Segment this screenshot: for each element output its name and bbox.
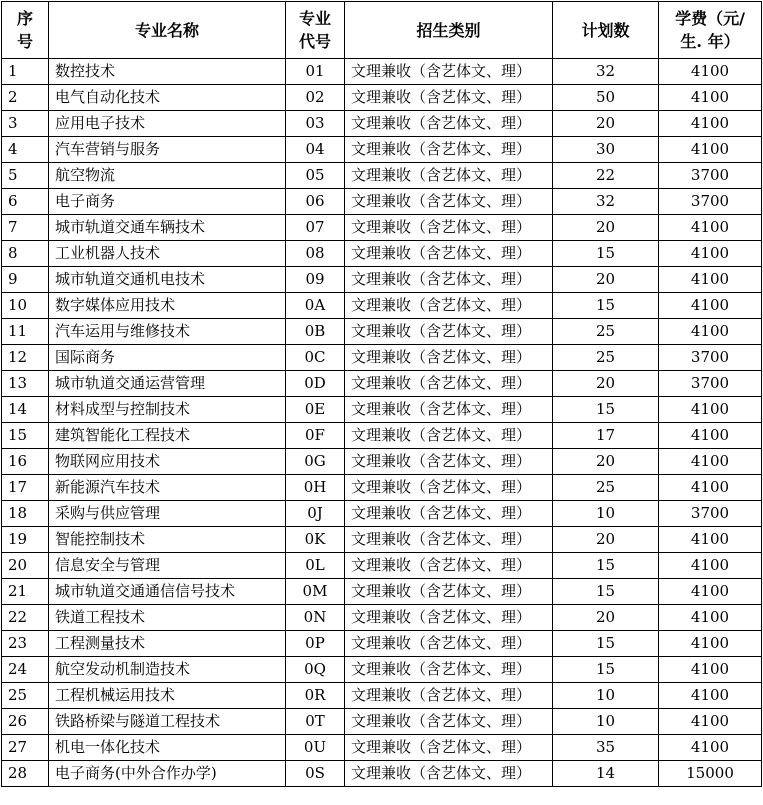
major-code: 0H: [286, 475, 345, 501]
plan-count: 10: [553, 709, 659, 735]
enrollment-category: 文理兼收（含艺体文、理）: [345, 605, 553, 631]
major-code: 0J: [286, 501, 345, 527]
plan-count: 15: [553, 631, 659, 657]
tuition-fee: 4100: [659, 241, 762, 267]
major-name: 物联网应用技术: [49, 449, 286, 475]
plan-count: 25: [553, 319, 659, 345]
tuition-fee: 3700: [659, 345, 762, 371]
table-row: [2, 189, 762, 215]
plan-count: 10: [553, 501, 659, 527]
major-code: 08: [286, 241, 345, 267]
table-row: [2, 267, 762, 293]
row-index: 14: [2, 397, 49, 423]
major-code: 0K: [286, 527, 345, 553]
tuition-fee: 4100: [659, 111, 762, 137]
major-name: 工程机械运用技术: [49, 683, 286, 709]
major-code: 0A: [286, 293, 345, 319]
table-row: [2, 449, 762, 475]
plan-count: 15: [553, 579, 659, 605]
table-row: [2, 59, 762, 85]
major-name: 城市轨道交通通信信号技术: [49, 579, 286, 605]
table-row: [2, 683, 762, 709]
plan-count: 10: [553, 683, 659, 709]
row-index: 24: [2, 657, 49, 683]
plan-count: 22: [553, 163, 659, 189]
header-row: [2, 2, 762, 59]
plan-count: 15: [553, 657, 659, 683]
major-name: 航空发动机制造技术: [49, 657, 286, 683]
table-row: [2, 761, 762, 787]
table-row: [2, 527, 762, 553]
major-code: 0U: [286, 735, 345, 761]
row-index: 21: [2, 579, 49, 605]
header-plan-count: 计划数: [553, 2, 659, 59]
row-index: 4: [2, 137, 49, 163]
enrollment-category: 文理兼收（含艺体文、理）: [345, 267, 553, 293]
table-row: [2, 553, 762, 579]
tuition-fee: 4100: [659, 579, 762, 605]
major-code: 0G: [286, 449, 345, 475]
major-code: 0M: [286, 579, 345, 605]
table-row: [2, 137, 762, 163]
major-code: 04: [286, 137, 345, 163]
major-code: 0Q: [286, 657, 345, 683]
plan-count: 20: [553, 267, 659, 293]
major-name: 数字媒体应用技术: [49, 293, 286, 319]
major-name: 电子商务(中外合作办学): [49, 761, 286, 787]
major-name: 城市轨道交通运营管理: [49, 371, 286, 397]
major-name: 汽车营销与服务: [49, 137, 286, 163]
row-index: 26: [2, 709, 49, 735]
row-index: 19: [2, 527, 49, 553]
row-index: 18: [2, 501, 49, 527]
table-row: [2, 163, 762, 189]
major-name: 信息安全与管理: [49, 553, 286, 579]
table-body: [2, 59, 762, 787]
major-name: 城市轨道交通机电技术: [49, 267, 286, 293]
major-code: 09: [286, 267, 345, 293]
major-code: 0C: [286, 345, 345, 371]
enrollment-category: 文理兼收（含艺体文、理）: [345, 293, 553, 319]
major-name: 航空物流: [49, 163, 286, 189]
header-tuition: 学费（元/生. 年）: [659, 2, 762, 59]
enrollment-category: 文理兼收（含艺体文、理）: [345, 85, 553, 111]
row-index: 8: [2, 241, 49, 267]
row-index: 20: [2, 553, 49, 579]
tuition-fee: 3700: [659, 163, 762, 189]
enrollment-category: 文理兼收（含艺体文、理）: [345, 111, 553, 137]
row-index: 25: [2, 683, 49, 709]
enrollment-category: 文理兼收（含艺体文、理）: [345, 163, 553, 189]
plan-count: 20: [553, 215, 659, 241]
major-name: 建筑智能化工程技术: [49, 423, 286, 449]
table-row: [2, 475, 762, 501]
row-index: 5: [2, 163, 49, 189]
enrollment-category: 文理兼收（含艺体文、理）: [345, 735, 553, 761]
row-index: 23: [2, 631, 49, 657]
tuition-fee: 4100: [659, 85, 762, 111]
tuition-fee: 4100: [659, 657, 762, 683]
enrollment-plan-table: [1, 1, 762, 787]
tuition-fee: 4100: [659, 553, 762, 579]
tuition-fee: 4100: [659, 735, 762, 761]
header-enrollment-category: 招生类别: [345, 2, 553, 59]
tuition-fee: 4100: [659, 293, 762, 319]
row-index: 13: [2, 371, 49, 397]
plan-count: 15: [553, 293, 659, 319]
enrollment-category: 文理兼收（含艺体文、理）: [345, 709, 553, 735]
major-name: 智能控制技术: [49, 527, 286, 553]
plan-count: 20: [553, 449, 659, 475]
plan-count: 20: [553, 111, 659, 137]
major-name: 铁路桥梁与隧道工程技术: [49, 709, 286, 735]
table-row: [2, 657, 762, 683]
table-row: [2, 319, 762, 345]
table-row: [2, 111, 762, 137]
table-row: [2, 397, 762, 423]
table-row: [2, 371, 762, 397]
major-name: 采购与供应管理: [49, 501, 286, 527]
enrollment-category: 文理兼收（含艺体文、理）: [345, 189, 553, 215]
header-major-code: 专业代号: [286, 2, 345, 59]
table-row: [2, 293, 762, 319]
row-index: 10: [2, 293, 49, 319]
major-code: 0D: [286, 371, 345, 397]
row-index: 2: [2, 85, 49, 111]
plan-count: 15: [553, 397, 659, 423]
plan-count: 50: [553, 85, 659, 111]
tuition-fee: 3700: [659, 189, 762, 215]
major-code: 07: [286, 215, 345, 241]
table-row: [2, 241, 762, 267]
row-index: 16: [2, 449, 49, 475]
enrollment-category: 文理兼收（含艺体文、理）: [345, 761, 553, 787]
enrollment-category: 文理兼收（含艺体文、理）: [345, 501, 553, 527]
major-code: 0S: [286, 761, 345, 787]
row-index: 15: [2, 423, 49, 449]
table-row: [2, 501, 762, 527]
tuition-fee: 4100: [659, 137, 762, 163]
major-code: 05: [286, 163, 345, 189]
row-index: 1: [2, 59, 49, 85]
major-name: 工业机器人技术: [49, 241, 286, 267]
row-index: 17: [2, 475, 49, 501]
major-code: 0R: [286, 683, 345, 709]
major-name: 机电一体化技术: [49, 735, 286, 761]
enrollment-category: 文理兼收（含艺体文、理）: [345, 553, 553, 579]
row-index: 22: [2, 605, 49, 631]
table-row: [2, 579, 762, 605]
plan-count: 32: [553, 189, 659, 215]
enrollment-category: 文理兼收（含艺体文、理）: [345, 579, 553, 605]
major-code: 06: [286, 189, 345, 215]
plan-count: 20: [553, 605, 659, 631]
enrollment-category: 文理兼收（含艺体文、理）: [345, 319, 553, 345]
tuition-fee: 15000: [659, 761, 762, 787]
tuition-fee: 4100: [659, 397, 762, 423]
major-code: 01: [286, 59, 345, 85]
tuition-fee: 4100: [659, 423, 762, 449]
enrollment-category: 文理兼收（含艺体文、理）: [345, 683, 553, 709]
enrollment-category: 文理兼收（含艺体文、理）: [345, 423, 553, 449]
major-name: 城市轨道交通车辆技术: [49, 215, 286, 241]
major-code: 02: [286, 85, 345, 111]
major-name: 铁道工程技术: [49, 605, 286, 631]
enrollment-category: 文理兼收（含艺体文、理）: [345, 137, 553, 163]
tuition-fee: 3700: [659, 371, 762, 397]
major-code: 0T: [286, 709, 345, 735]
row-index: 27: [2, 735, 49, 761]
major-code: 0F: [286, 423, 345, 449]
enrollment-category: 文理兼收（含艺体文、理）: [345, 657, 553, 683]
major-name: 材料成型与控制技术: [49, 397, 286, 423]
tuition-fee: 4100: [659, 605, 762, 631]
major-name: 数控技术: [49, 59, 286, 85]
tuition-fee: 4100: [659, 475, 762, 501]
header-major-name: 专业名称: [49, 2, 286, 59]
enrollment-category: 文理兼收（含艺体文、理）: [345, 527, 553, 553]
plan-count: 30: [553, 137, 659, 163]
major-code: 03: [286, 111, 345, 137]
plan-count: 15: [553, 241, 659, 267]
enrollment-category: 文理兼收（含艺体文、理）: [345, 397, 553, 423]
major-name: 汽车运用与维修技术: [49, 319, 286, 345]
header-index: 序号: [2, 2, 49, 59]
tuition-fee: 4100: [659, 319, 762, 345]
plan-count: 20: [553, 371, 659, 397]
row-index: 6: [2, 189, 49, 215]
table-row: [2, 345, 762, 371]
enrollment-category: 文理兼收（含艺体文、理）: [345, 631, 553, 657]
enrollment-category: 文理兼收（含艺体文、理）: [345, 475, 553, 501]
plan-count: 15: [553, 553, 659, 579]
major-code: 0L: [286, 553, 345, 579]
major-code: 0B: [286, 319, 345, 345]
row-index: 12: [2, 345, 49, 371]
major-name: 新能源汽车技术: [49, 475, 286, 501]
major-name: 应用电子技术: [49, 111, 286, 137]
tuition-fee: 4100: [659, 631, 762, 657]
table-row: [2, 735, 762, 761]
major-name: 电气自动化技术: [49, 85, 286, 111]
plan-count: 25: [553, 475, 659, 501]
enrollment-category: 文理兼收（含艺体文、理）: [345, 59, 553, 85]
tuition-fee: 4100: [659, 215, 762, 241]
row-index: 28: [2, 761, 49, 787]
plan-count: 20: [553, 527, 659, 553]
row-index: 11: [2, 319, 49, 345]
row-index: 9: [2, 267, 49, 293]
table-row: [2, 709, 762, 735]
major-name: 工程测量技术: [49, 631, 286, 657]
enrollment-category: 文理兼收（含艺体文、理）: [345, 241, 553, 267]
enrollment-category: 文理兼收（含艺体文、理）: [345, 215, 553, 241]
table-row: [2, 605, 762, 631]
row-index: 7: [2, 215, 49, 241]
major-code: 0N: [286, 605, 345, 631]
table-row: [2, 215, 762, 241]
enrollment-category: 文理兼收（含艺体文、理）: [345, 371, 553, 397]
table-row: [2, 85, 762, 111]
plan-count: 32: [553, 59, 659, 85]
table-row: [2, 423, 762, 449]
tuition-fee: 4100: [659, 449, 762, 475]
major-name: 电子商务: [49, 189, 286, 215]
tuition-fee: 4100: [659, 683, 762, 709]
row-index: 3: [2, 111, 49, 137]
tuition-fee: 4100: [659, 59, 762, 85]
tuition-fee: 4100: [659, 709, 762, 735]
plan-count: 14: [553, 761, 659, 787]
major-code: 0P: [286, 631, 345, 657]
plan-count: 17: [553, 423, 659, 449]
tuition-fee: 4100: [659, 267, 762, 293]
major-code: 0E: [286, 397, 345, 423]
table-row: [2, 631, 762, 657]
plan-count: 25: [553, 345, 659, 371]
enrollment-category: 文理兼收（含艺体文、理）: [345, 345, 553, 371]
tuition-fee: 4100: [659, 527, 762, 553]
major-name: 国际商务: [49, 345, 286, 371]
enrollment-category: 文理兼收（含艺体文、理）: [345, 449, 553, 475]
plan-count: 35: [553, 735, 659, 761]
tuition-fee: 3700: [659, 501, 762, 527]
